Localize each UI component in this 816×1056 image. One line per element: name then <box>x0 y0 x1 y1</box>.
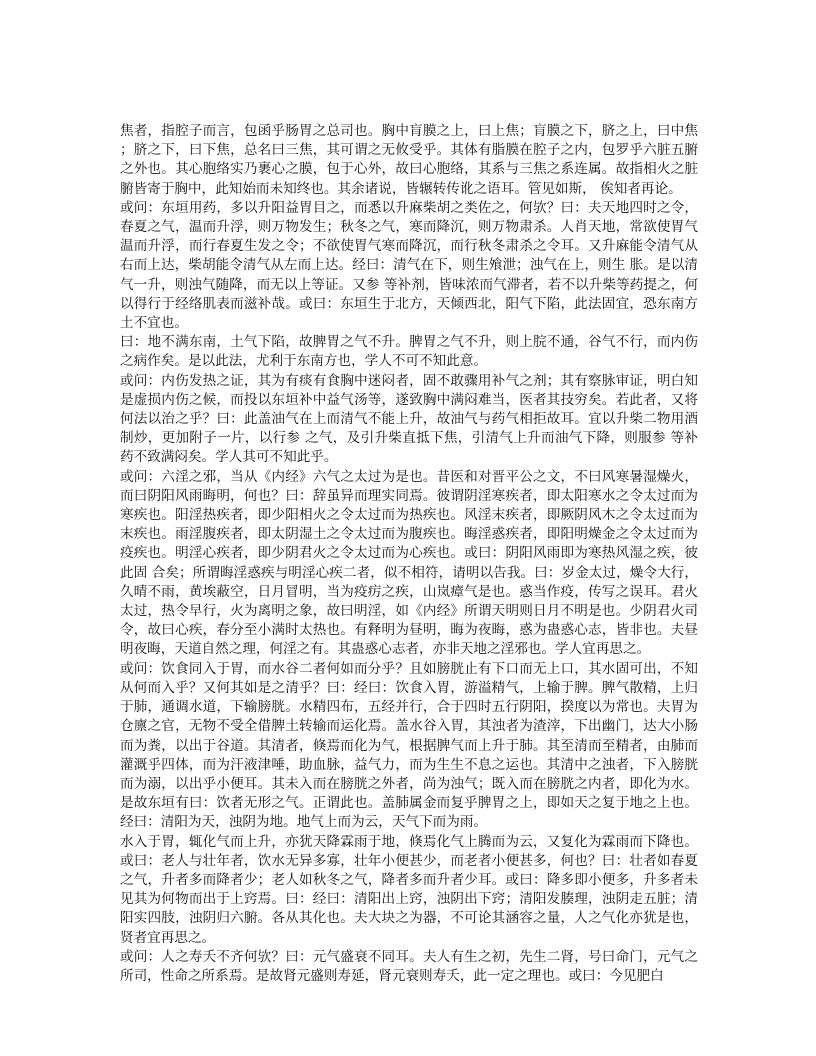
paragraph-water-into-stomach: 水入于胃，辄化气而上升，亦犹天降霖雨于地，倏焉化气上腾而为云，又复化为霖雨而下降也。或曰：老人与壮年者，饮水无异多寡，壮年小便甚少，而老者小便甚多，何也？曰：壮者如春夏之气，升者多而降者少；老人如秋冬之气，降者多而升者少耳。或曰：降多即小便多，升多者未见其为何物而出于上窍焉。曰：经曰：清阳出上窍，浊阴出下窍；清阳发腠理，浊阴走五脏；清阳实四肢，浊阴归六腑。各从其化也。夫大块之为器，不可论其涵容之量，人之气化亦犹是也，贤者宜再思之。 <box>120 833 698 946</box>
paragraph-southeast-earth: 曰：地不满东南，土气下陷，故脾胃之气不升。脾胃之气不升，则上脘不通，谷气不行，而内伤之病作矣。是以此法，尤利于东南方也，学人不可不知此意。 <box>120 334 698 370</box>
paragraph-internal-injury-fever: 或问：内伤发热之证，其为有痰有食胸中迷闷者，固不敢骤用补气之剂；其有察脉审证，明白知是虚损内伤之候，而投以东垣补中益气汤等，遂致胸中满闷难当，医者其技穷矣。若此者，又将何法以治之乎？曰：此盖油气在上而清气不能上升，故油气与药气相拒故耳。宜以升柴二物用酒制炒，更加附子一片，以行参 之气，及引升柴直抵下焦，引清气上升而油气下降，则服参 等补药不致满闷矣。学人其可不知此乎。 <box>120 372 698 466</box>
paragraph-six-excesses: 或问：六淫之邪，当从《内经》六气之太过为是也。昔医和对晋平公之文，不曰风寒暑湿燥火，而曰阴阳风雨晦明，何也？曰：辞虽异而理实同焉。彼谓阴淫寒疾者，即太阳寒水之令太过而为寒疾也。阳淫热疾者，即少阳相火之令太过而为热疾也。风淫末疾者，即厥阴风木之令太过而为末疾也。雨淫腹疾者，即太阴湿土之令太过而为腹疾也。晦淫惑疾者，即阳明燥金之令太过而为疫疾也。明淫心疾者，即少阴君火之令太过而为心疾也。或曰：阴阳风雨即为寒热风湿之疾，彼此固 合矣；所谓晦淫惑疾与明淫心疾二者，似不相符，请明以告我。曰：岁金太过，燥令大行，久晴不雨，黄埃蔽空，日月冒明，当为疫疠之疾，山岚瘴气是也。惑当作疫，传写之误耳。君火太过，热令早行，火为离明之象，故曰明淫，如《内经》所谓天明则日月不明是也。少阴君火司令，故曰心疾，春分至小满时太热也。有释明为昼明，晦为夜晦，惑为蛊惑心志，皆非也。夫昼明夜晦，天道自然之理，何淫之有。其蛊惑心志者，亦非天地之淫邪也。学人宜再思之。 <box>120 468 698 658</box>
paragraph-san-jiao: 焦者，指腔子而言，包函乎肠胃之总司也。胸中肓膜之上，曰上焦；肓膜之下，脐之上，曰中焦；脐之下，曰下焦，总名曰三焦，其可谓之无攸受乎。其体有脂膜在腔子之内，包罗乎六脏五腑之外也。其心胞络实乃裹心之膜，包于心外，故曰心胞络，其系与三焦之系连属。故指相火之脏腑皆寄于胸中，此知始而未知终也。其余诸说，皆辗转传讹之语耳。管见如斯， 俟知者再论。 <box>120 123 698 197</box>
document-page <box>120 122 698 986</box>
paragraph-dongyuan-medication: 或问：东垣用药，多以升阳益胃目之，而悉以升麻柴胡之类佐之，何欤？曰：夫天地四时之令，春夏之气，温而升浮，则万物发生；秋冬之气，寒而降沉，则万物肃杀。人肖天地，常欲使胃气温而升浮，而行春夏生发之令；不欲使胃气寒而降沉，而行秋冬肃杀之令耳。又升麻能令清气从右而上达，柴胡能令清气从左而上达。经曰：清气在下，则生飧泄；浊气在上，则生 胀。是以清气一升，则浊气随降，而无以上等证。又参 等补剂，皆味浓而气滞者，若不以升柴等药提之，何以得行于经络肌表而滋补哉。或曰：东垣生于北方，天倾西北，阳气下陷，此法固宜，恐东南方土不宜也。 <box>120 199 698 332</box>
paragraph-longevity: 或问：人之寿夭不齐何欤？曰：元气盛衰不同耳。夫人有生之初，先生二肾，号曰命门，元气之所司，性命之所系焉。是故肾元盛则寿延，肾元衰则寿夭，此一定之理也。或曰：今见肥白 <box>120 948 698 984</box>
paragraph-food-and-water: 或问：饮食同入于胃，而水谷二者何如而分乎？且如膀胱止有下口而无上口，其水固可出，不知从何而入乎？又何其如是之清乎？曰：经曰：饮食入胃，游溢精气，上输于脾。脾气散精，上归于肺，通调水道，下输膀胱。水精四布，五经并行，合于四时五行阴阳，揆度以为常也。夫胃为仓廪之官，无物不受全借脾土转输而运化焉。盖水谷入胃，其浊者为渣滓，下出幽门，达大小肠而为粪，以出于谷道。其清者，倏焉而化为气，根据脾气而上升于肺。其至清而至精者，由肺而灌溉乎四体，而为汗液津唾，助血脉，益气力，而为生生不息之运也。其清中之浊者，下入膀胱而为溺，以出乎小便耳。其未入而在膀胱之外者，尚为浊气；既入而在膀胱之内者，即化为水。是故东垣有曰：饮者无形之气。正谓此也。盖肺属金而复乎脾胃之上，即如天之复于地之上也。经曰：清阳为天，浊阴为地。地气上而为云，天气下而为雨。 <box>120 660 698 831</box>
